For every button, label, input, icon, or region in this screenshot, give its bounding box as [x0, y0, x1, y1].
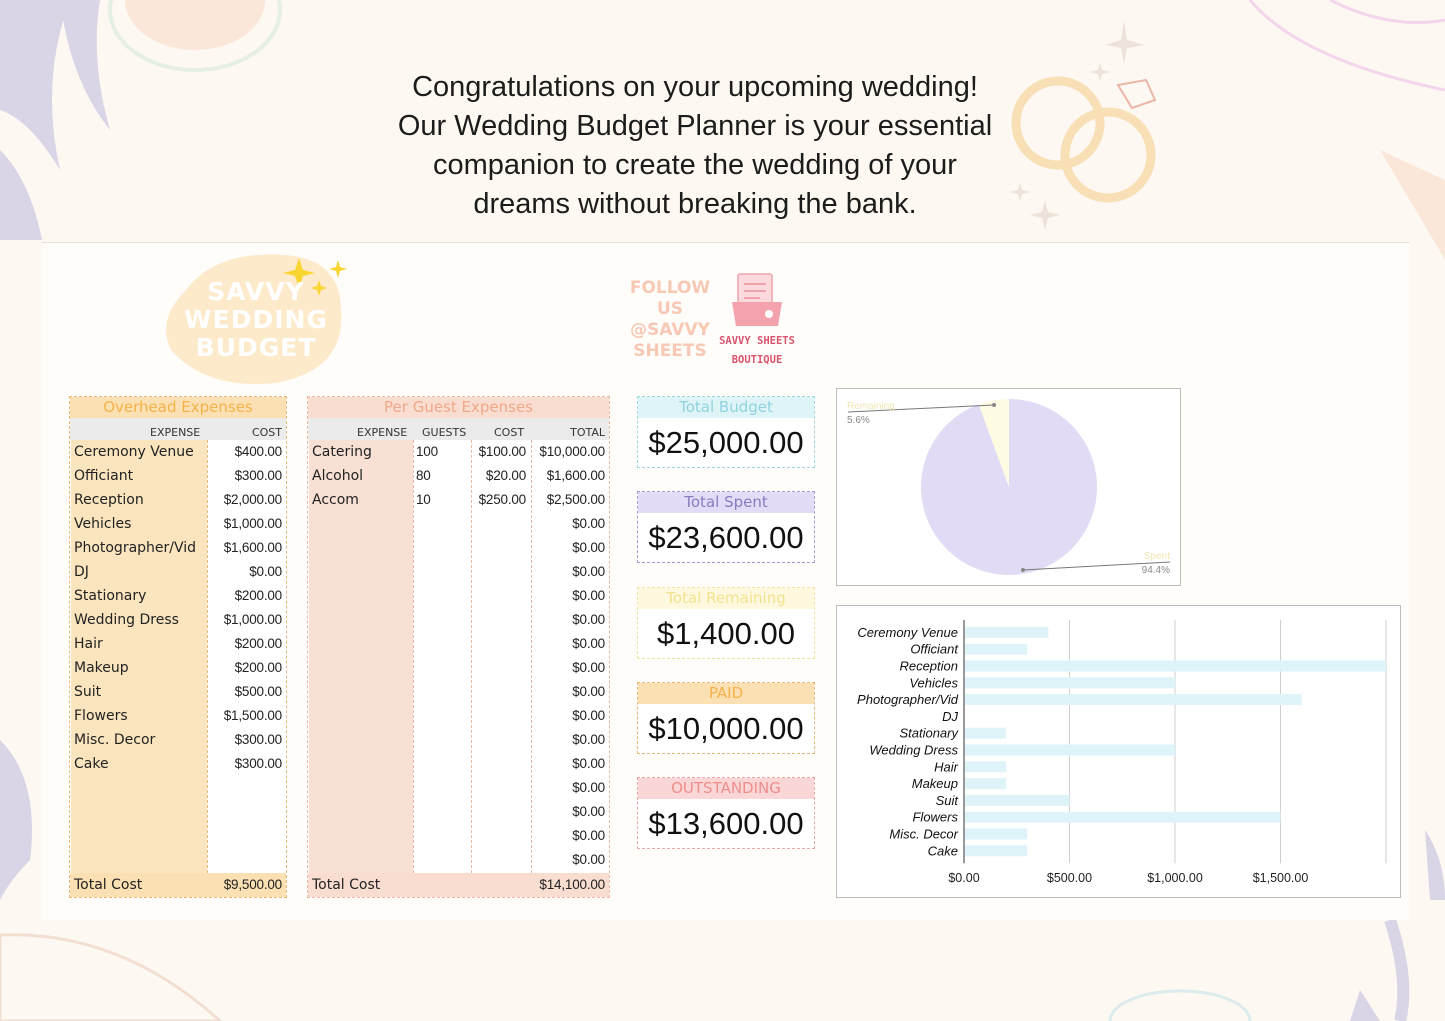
line-total: $0.00 [572, 708, 605, 723]
boutique-line-1: SAVVY SHEETS [719, 335, 795, 347]
savvy-wedding-budget-logo [156, 250, 356, 390]
category-label: Reception [899, 658, 958, 674]
per-guest-cost: $100.00 [478, 444, 526, 459]
follow-line-3: @SAVVY [630, 320, 710, 340]
logo-line-2: WEDDING [184, 305, 328, 334]
pie-chart-svg [837, 389, 1180, 585]
follow-line-4: SHEETS [633, 341, 707, 361]
table-row[interactable] [308, 776, 609, 800]
pie-spent-pct: 94.4% [1141, 565, 1170, 576]
per-guest-total-row [308, 873, 609, 897]
expense-cost: $300.00 [234, 468, 282, 483]
per-guest-cost: $20.00 [485, 468, 526, 483]
expense-name: Stationary [74, 588, 147, 604]
line-total: $0.00 [572, 588, 605, 603]
x-tick-label: $1,500.00 [1252, 871, 1309, 886]
follow-us-badge [625, 278, 715, 362]
per-guest-cost: $250.00 [478, 492, 526, 507]
document-folder-icon [718, 272, 796, 328]
expense-cost: $1,000.00 [223, 516, 282, 531]
table-row[interactable] [70, 752, 286, 776]
category-label: Vehicles [909, 675, 958, 691]
table-row[interactable] [70, 632, 286, 656]
sparkle-icon [329, 260, 347, 278]
column-header-guests: GUESTS [422, 426, 467, 439]
line-total: $0.00 [572, 804, 605, 819]
total-cost-value: $14,100.00 [539, 877, 605, 892]
line-total: $0.00 [572, 660, 605, 675]
follow-line-2: US [656, 299, 684, 319]
expense-cost: $1,500.00 [223, 708, 282, 723]
paid-value: $10,000.00 [648, 711, 804, 746]
total-spent-value: $23,600.00 [648, 520, 804, 555]
bar-suit[interactable] [965, 795, 1070, 806]
table-row[interactable] [70, 728, 286, 752]
headline-line-4: dreams without breaking the bank. [473, 188, 917, 220]
savvy-sheets-boutique-logo [718, 272, 796, 370]
line-total: $0.00 [572, 612, 605, 627]
bar-wedding-dress[interactable] [965, 745, 1175, 756]
category-label: DJ [942, 708, 958, 724]
bar-reception[interactable] [965, 661, 1386, 672]
expense-cost: $2,000.00 [223, 492, 282, 507]
category-label: Makeup [911, 776, 958, 792]
expense-cost: $0.00 [249, 564, 282, 579]
bar-flowers[interactable] [965, 812, 1281, 823]
paid-label: PAID [638, 683, 814, 704]
table-row[interactable] [70, 512, 286, 536]
total-cost-label: Total Cost [312, 877, 381, 893]
overhead-expenses-title: Overhead Expenses [70, 397, 286, 418]
per-guest-expenses-title: Per Guest Expenses [308, 397, 609, 418]
expense-name: Wedding Dress [74, 612, 179, 628]
line-total: $0.00 [572, 780, 605, 795]
outstanding-card [637, 777, 815, 849]
table-row[interactable] [308, 440, 609, 464]
table-row[interactable] [308, 752, 609, 776]
per-guest-header-row [308, 418, 609, 440]
expense-name: Flowers [74, 708, 128, 724]
expense-cost: $1,600.00 [223, 540, 282, 555]
line-total: $0.00 [572, 852, 605, 867]
expense-cost: $1,000.00 [223, 612, 282, 627]
table-row[interactable] [308, 680, 609, 704]
divider [42, 242, 1410, 243]
pie-spent-label: Spent [1143, 551, 1170, 562]
table-row[interactable] [308, 728, 609, 752]
bar-misc-decor[interactable] [965, 829, 1027, 840]
table-row[interactable] [308, 488, 609, 512]
total-budget-label: Total Budget [638, 397, 814, 418]
column-header-cost: COST [494, 426, 525, 439]
boutique-line-2: BOUTIQUE [731, 354, 783, 366]
table-row[interactable] [308, 704, 609, 728]
table-row[interactable] [70, 464, 286, 488]
headline-line-2: Our Wedding Budget Planner is your essential [397, 110, 993, 142]
total-remaining-value: $1,400.00 [657, 616, 795, 651]
bar-vehicles[interactable] [965, 677, 1175, 688]
x-tick-label: $1,000.00 [1147, 871, 1203, 886]
expense-name: Hair [74, 636, 103, 652]
guest-count: 10 [416, 492, 431, 507]
guest-count: 100 [416, 444, 438, 459]
expense-name: Cake [74, 756, 109, 772]
spent-leader-dot [1021, 568, 1025, 572]
bar-cake[interactable] [965, 845, 1027, 856]
x-tick-label: $0.00 [948, 871, 980, 886]
category-label: Misc. Decor [889, 826, 958, 842]
headline-line-3: companion to create the wedding of your [433, 149, 957, 181]
total-spent-label: Total Spent [638, 492, 814, 513]
table-row[interactable] [70, 680, 286, 704]
category-label: Suit [935, 792, 958, 808]
guest-count: 80 [416, 468, 431, 483]
bar-photographer-vid[interactable] [965, 694, 1302, 705]
follow-line-1: FOLLOW [629, 278, 711, 298]
expense-name: Photographer/Vid [74, 540, 197, 556]
expense-cost: $500.00 [234, 684, 282, 699]
table-row[interactable] [308, 800, 609, 824]
total-cost-value: $9,500.00 [223, 877, 282, 892]
total-remaining-label: Total Remaining [638, 588, 814, 609]
outstanding-value: $13,600.00 [648, 806, 804, 841]
headline [350, 68, 1040, 224]
line-total: $0.00 [572, 828, 605, 843]
expense-name: DJ [74, 564, 89, 580]
expense-name: Catering [312, 444, 372, 460]
overhead-bar-chart[interactable] [836, 605, 1401, 898]
expense-name: Misc. Decor [74, 732, 156, 748]
bar-ceremony-venue[interactable] [965, 627, 1048, 638]
bar-makeup[interactable] [965, 778, 1006, 789]
line-total: $0.00 [572, 732, 605, 747]
table-row[interactable] [308, 560, 609, 584]
total-budget-value: $25,000.00 [648, 425, 804, 460]
table-row[interactable] [70, 704, 286, 728]
remaining-leader-dot [992, 403, 996, 407]
total-spent-card [637, 491, 815, 563]
expense-name: Vehicles [74, 516, 132, 532]
table-row[interactable] [70, 584, 286, 608]
category-label: Wedding Dress [869, 742, 958, 758]
table-row[interactable] [70, 536, 286, 560]
line-total: $0.00 [572, 564, 605, 579]
table-row[interactable] [308, 848, 609, 872]
expense-cost: $400.00 [234, 444, 282, 459]
table-row[interactable] [70, 656, 286, 680]
line-total: $0.00 [572, 516, 605, 531]
total-cost-label: Total Cost [74, 877, 143, 893]
bar-hair[interactable] [965, 761, 1006, 772]
table-row[interactable] [308, 632, 609, 656]
expense-name: Suit [74, 684, 102, 700]
headline-line-1: Congratulations on your upcoming wedding! [412, 71, 978, 103]
table-row[interactable] [308, 656, 609, 680]
table-row[interactable] [70, 608, 286, 632]
table-row[interactable] [308, 584, 609, 608]
expense-name: Accom [312, 492, 359, 508]
budget-pie-chart[interactable] [836, 388, 1181, 586]
line-total: $0.00 [572, 636, 605, 651]
logo-line-1: SAVVY [207, 277, 305, 306]
overhead-header-row [70, 418, 286, 440]
line-total: $10,000.00 [539, 444, 605, 459]
logo-line-3: BUDGET [195, 333, 317, 362]
expense-name: Ceremony Venue [74, 444, 194, 460]
x-tick-label: $500.00 [1046, 871, 1093, 886]
bar-officiant[interactable] [965, 644, 1027, 655]
line-total: $2,500.00 [546, 492, 605, 507]
per-guest-expenses-table [307, 396, 610, 898]
bar-stationary[interactable] [965, 728, 1006, 739]
column-header-expense: EXPENSE [150, 426, 201, 439]
pie-remaining-label: Remaining [847, 401, 895, 412]
category-label: Ceremony Venue [857, 624, 958, 640]
total-remaining-card [637, 587, 815, 659]
table-row[interactable] [70, 440, 286, 464]
expense-name: Makeup [74, 660, 129, 676]
expense-name: Officiant [74, 468, 134, 484]
line-total: $0.00 [572, 756, 605, 771]
expense-cost: $300.00 [234, 732, 282, 747]
line-total: $0.00 [572, 684, 605, 699]
pie-remaining-pct: 5.6% [847, 415, 870, 426]
line-total: $1,600.00 [546, 468, 605, 483]
expense-cost: $200.00 [234, 636, 282, 651]
table-row[interactable] [70, 488, 286, 512]
category-label: Flowers [912, 809, 958, 825]
column-header-total: TOTAL [570, 426, 605, 439]
total-budget-card [637, 396, 815, 468]
overhead-total-row [70, 873, 286, 897]
table-row[interactable] [308, 536, 609, 560]
bar-chart-svg [837, 606, 1400, 897]
expense-name: Reception [74, 492, 144, 508]
table-row[interactable] [308, 608, 609, 632]
expense-name: Alcohol [312, 468, 364, 484]
paid-card [637, 682, 815, 754]
column-header-cost: COST [251, 426, 282, 439]
table-row[interactable] [308, 824, 609, 848]
table-row[interactable] [308, 512, 609, 536]
expense-cost: $300.00 [234, 756, 282, 771]
category-label: Hair [934, 759, 958, 775]
category-label: Cake [927, 843, 958, 859]
category-label: Photographer/Vid [857, 692, 958, 708]
outstanding-label: OUTSTANDING [638, 778, 814, 799]
overhead-expenses-table [69, 396, 287, 898]
table-row[interactable] [70, 560, 286, 584]
expense-cost: $200.00 [234, 660, 282, 675]
category-label: Stationary [899, 725, 958, 741]
table-row[interactable] [308, 464, 609, 488]
expense-cost: $200.00 [234, 588, 282, 603]
line-total: $0.00 [572, 540, 605, 555]
column-header-expense: EXPENSE [357, 426, 408, 439]
category-label: Officiant [910, 641, 958, 657]
